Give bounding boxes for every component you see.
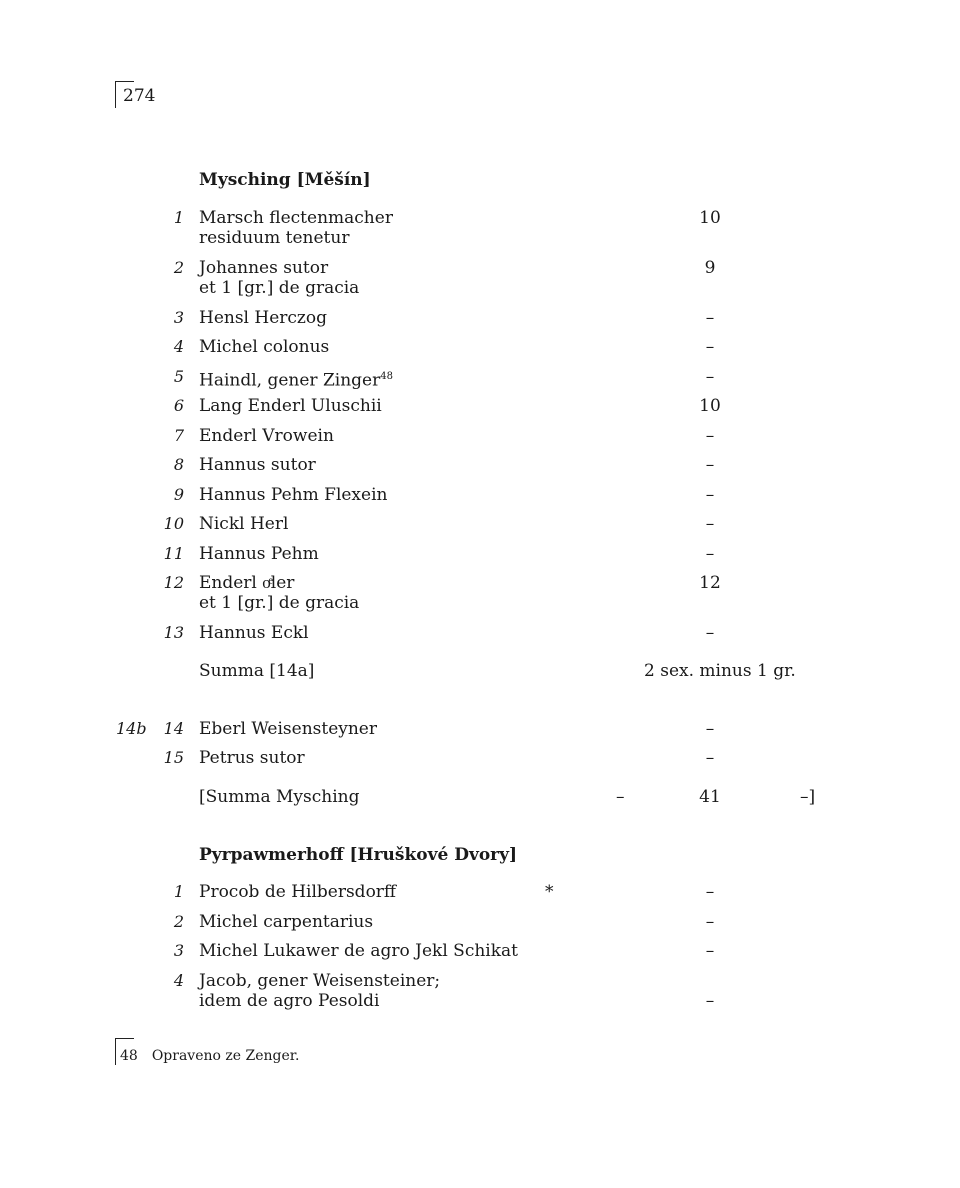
row-number: 14 <box>163 719 184 738</box>
row-value: – <box>705 544 715 564</box>
total-col2: 41 <box>699 787 721 807</box>
page-number: 274 <box>123 86 156 106</box>
margin-folio-note: 14b <box>116 719 147 738</box>
row-number: 4 <box>173 971 184 990</box>
row-name: Hannus Pehm Flexein <box>199 485 388 505</box>
footnote-number: 48 <box>120 1048 138 1064</box>
row-name: Enderl o͏͏ͤler <box>199 573 295 593</box>
row-name-line2: idem de agro Pesoldi <box>199 991 380 1011</box>
row-number: 15 <box>163 748 184 767</box>
row-name-line2: residuum tenetur <box>199 228 350 248</box>
row-name-line2: et 1 [gr.] de gracia <box>199 593 360 613</box>
row-value: – <box>705 941 715 961</box>
row-name: Haindl, gener Zinger <box>199 370 381 391</box>
row-value: – <box>705 426 715 446</box>
row-name: Hensl Herczog <box>199 308 328 328</box>
row-name: Procob de Hilbersdorff <box>199 882 397 902</box>
row-name: Eberl Weisensteyner <box>199 719 377 739</box>
row-name: Hannus Pehm <box>199 544 319 564</box>
row-number: 2 <box>173 258 184 277</box>
row-name: Michel Lukawer de agro Jekl Schikat <box>199 941 518 961</box>
row-number: 1 <box>173 208 184 227</box>
row-value: 9 <box>704 258 716 278</box>
row-name: Hannus Eckl <box>199 623 309 643</box>
row-number: 9 <box>173 485 184 504</box>
row-name-line2: et 1 [gr.] de gracia <box>199 278 360 298</box>
row-name: Jacob, gener Weisensteiner; <box>199 971 441 991</box>
row-name: Nickl Herl <box>199 514 289 534</box>
row-number: 4 <box>173 337 184 356</box>
row-name: Hannus sutor <box>199 455 316 475</box>
row-number: 13 <box>163 623 184 642</box>
row-value: – <box>705 882 715 902</box>
row-value: – <box>705 719 715 739</box>
row-number: 2 <box>173 912 184 931</box>
row-name: Michel carpentarius <box>199 912 374 932</box>
row-name: Enderl Vrowein <box>199 426 334 446</box>
row-value: – <box>705 623 715 643</box>
row-name: Michel colonus <box>199 337 330 357</box>
row-number: 12 <box>163 573 184 592</box>
row-number: 3 <box>173 941 184 960</box>
total-label: [Summa Mysching <box>199 787 360 807</box>
subtotal-value: 2 sex. minus 1 gr. <box>644 661 796 681</box>
row-number: 3 <box>173 308 184 327</box>
section-title: Mysching [Měšín] <box>199 170 371 190</box>
footnote-text: Opraveno ze Zenger. <box>151 1048 300 1064</box>
row-number: 1 <box>173 882 184 901</box>
footnote <box>120 1048 299 1064</box>
row-number: 7 <box>173 426 184 445</box>
row-value: – <box>705 367 715 387</box>
row-number: 10 <box>163 514 184 533</box>
row-value: 10 <box>699 208 721 228</box>
row-name: Johannes sutor <box>199 258 329 278</box>
row-number: 6 <box>173 396 184 415</box>
row-value: – <box>705 748 715 768</box>
row-number: 8 <box>173 455 184 474</box>
row-value: 10 <box>699 396 721 416</box>
row-name: Lang Enderl Uluschii <box>199 396 382 416</box>
row-value: – <box>705 455 715 475</box>
total-col3: –] <box>800 787 816 807</box>
row-value: 12 <box>699 573 721 593</box>
row-value: – <box>705 485 715 505</box>
row-value: – <box>705 308 715 328</box>
row-name-with-note <box>199 367 393 391</box>
section-title: Pyrpawmerhoff [Hruškové Dvory] <box>199 845 518 865</box>
row-value: – <box>705 514 715 534</box>
total-col1: – <box>616 787 625 807</box>
footnote-ref[interactable]: 48 <box>380 371 393 382</box>
subtotal-label: Summa [14a] <box>199 661 315 681</box>
row-name: Marsch flectenmacher <box>199 208 393 228</box>
row-value: – <box>705 337 715 357</box>
row-number: 11 <box>163 544 184 563</box>
row-value: – <box>705 912 715 932</box>
row-name: Petrus sutor <box>199 748 305 768</box>
row-value: – <box>705 991 715 1011</box>
asterisk-mark: * <box>545 882 554 902</box>
row-number: 5 <box>173 367 184 386</box>
